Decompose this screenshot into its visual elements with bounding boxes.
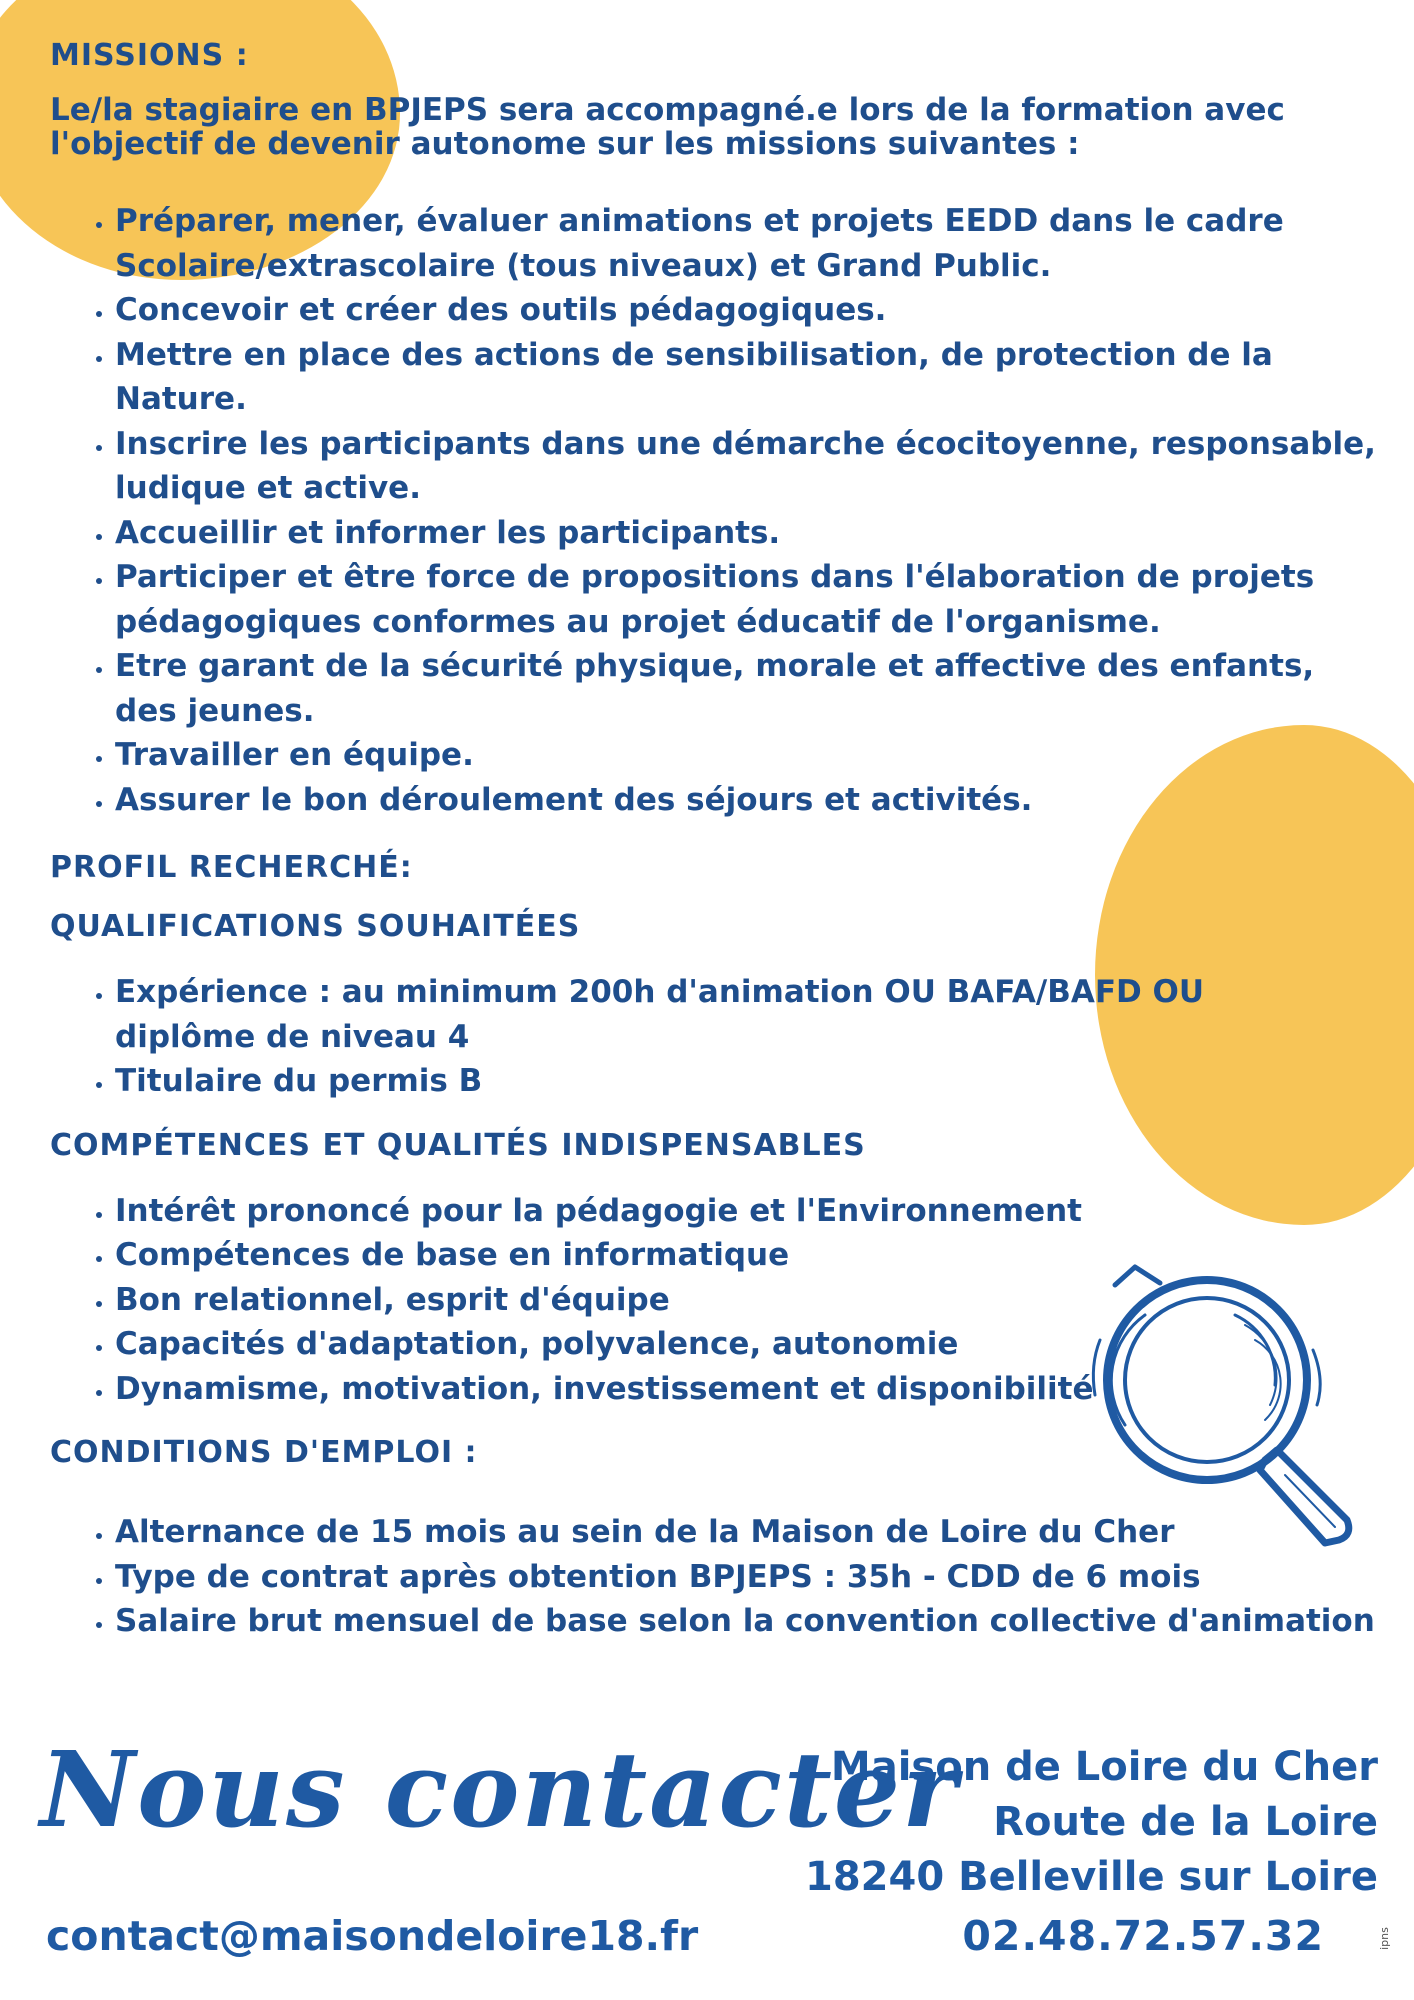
contact-title: Nous contacter: [40, 1728, 959, 1851]
mission-item: • Inscrire les participants dans une démarche écocitoyenne, responsable, ludique et active.: [115, 422, 1385, 511]
qualifications-heading: QUALIFICATIONS SOUHAITÉES: [50, 909, 581, 944]
mission-item: • Concevoir et créer des outils pédagogiques.: [115, 288, 1385, 333]
competence-item: • Intérêt prononcé pour la pédagogie et l'Environnement: [115, 1189, 1380, 1234]
competence-item: • Dynamisme, motivation, investissement et disponibilité: [115, 1367, 1380, 1412]
mission-item: • Mettre en place des actions de sensibilisation, de protection de la Nature.: [115, 333, 1385, 422]
competences-heading: COMPÉTENCES ET QUALITÉS INDISPENSABLES: [50, 1127, 866, 1163]
missions-intro: [50, 93, 1380, 161]
missions-intro-line1: Le/la stagiaire en BPJEPS sera accompagné.e lors de la formation avec: [50, 92, 1285, 128]
mission-item: • Préparer, mener, évaluer animations et projets EEDD dans le cadre Scolaire/extrascolaire (tous niveaux) et Grand Public.: [115, 199, 1385, 288]
magnifying-glass-icon: [1085, 1255, 1365, 1555]
contact-address: [805, 1740, 1378, 1905]
competence-item: • Bon relationnel, esprit d'équipe: [115, 1278, 1380, 1323]
address-line-1: Maison de Loire du Cher: [830, 1744, 1378, 1790]
qualifications-list: [50, 970, 1305, 1104]
missions-list: [50, 199, 1385, 822]
qualification-item: • Expérience : au minimum 200h d'animation OU BAFA/BAFD OU diplôme de niveau 4: [115, 970, 1305, 1059]
competence-item: • Capacités d'adaptation, polyvalence, autonomie: [115, 1322, 1380, 1367]
qualification-item: • Titulaire du permis B: [115, 1059, 1305, 1104]
address-line-3: 18240 Belleville sur Loire: [805, 1854, 1378, 1900]
condition-item: • Salaire brut mensuel de base selon la convention collective d'animation: [115, 1599, 1380, 1644]
mission-item: • Participer et être force de propositions dans l'élaboration de projets pédagogiques conformes au projet éducatif de l'organisme.: [115, 555, 1385, 644]
mission-item: • Etre garant de la sécurité physique, morale et affective des enfants, des jeunes.: [115, 644, 1385, 733]
profil-heading: PROFIL RECHERCHÉ:: [50, 850, 413, 885]
missions-section: [50, 38, 1380, 822]
condition-item: • Type de contrat après obtention BPJEPS : 35h - CDD de 6 mois: [115, 1555, 1380, 1600]
condition-item: • Alternance de 15 mois au sein de la Maison de Loire du Cher: [115, 1510, 1380, 1555]
contact-phone[interactable]: 02.48.72.57.32: [962, 1912, 1324, 1960]
competence-item: • Compétences de base en informatique: [115, 1233, 1380, 1278]
missions-heading: MISSIONS :: [50, 38, 249, 73]
printer-credit: ipns: [1377, 1927, 1391, 1950]
conditions-heading: CONDITIONS D'EMPLOI :: [50, 1435, 478, 1470]
mission-item: • Assurer le bon déroulement des séjours et activités.: [115, 778, 1385, 823]
contact-email[interactable]: contact@maisondeloire18.fr: [46, 1912, 699, 1960]
address-line-2: Route de la Loire: [993, 1799, 1378, 1845]
mission-item: • Accueillir et informer les participants.: [115, 511, 1385, 556]
missions-intro-line2: l'objectif de devenir autonome sur les missions suivantes :: [50, 126, 1080, 162]
mission-item: • Travailler en équipe.: [115, 733, 1385, 778]
